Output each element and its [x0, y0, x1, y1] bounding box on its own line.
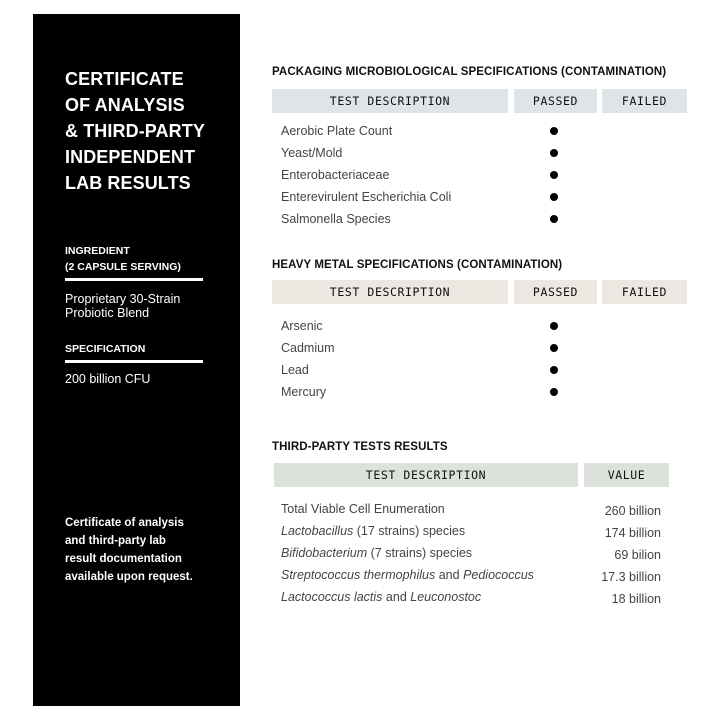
third-party-row-label: Lactococcus lactis and Leuconostoc	[281, 590, 482, 604]
third-party-header-test: TEST DESCRIPTION	[274, 463, 578, 487]
passed-dot	[550, 215, 558, 223]
specification-divider	[65, 360, 203, 363]
specification-label: SPECIFICATION	[65, 343, 146, 355]
third-party-section-title: THIRD-PARTY TESTS RESULTS	[272, 441, 448, 453]
third-party-row-label: Total Viable Cell Enumeration	[281, 502, 445, 516]
packaging-section-title: PACKAGING MICROBIOLOGICAL SPECIFICATIONS (CONTAMINATION)	[272, 66, 667, 78]
specification-value: 200 billion CFU	[65, 372, 151, 386]
ingredient-value: Proprietary 30-Strain Probiotic Blend	[65, 292, 181, 320]
info-sidebar	[33, 14, 240, 706]
passed-dot	[550, 366, 558, 374]
passed-dot	[550, 127, 558, 135]
third-party-row-label: Streptococcus thermophilus and Pediococcus	[281, 568, 534, 582]
packaging-header-passed: PASSED	[514, 89, 597, 113]
packaging-row-label: Enterevirulent Escherichia Coli	[281, 190, 452, 204]
heavy-metal-row-label: Mercury	[281, 385, 327, 399]
passed-dot	[550, 388, 558, 396]
packaging-row-label: Aerobic Plate Count	[281, 124, 393, 138]
heavy-metal-row-label: Cadmium	[281, 341, 335, 355]
third-party-row-value: 174 billion	[604, 526, 661, 540]
passed-dot	[550, 149, 558, 157]
packaging-header-test: TEST DESCRIPTION	[272, 89, 508, 113]
third-party-header-value: VALUE	[584, 463, 669, 487]
heavy-metal-row-label: Lead	[281, 363, 309, 377]
third-party-row-value: 18 billion	[611, 592, 661, 606]
third-party-row-value: 69 bilion	[614, 548, 661, 562]
packaging-row-label: Yeast/Mold	[281, 146, 343, 160]
document-title: CERTIFICATE OF ANALYSIS & THIRD-PARTY INDEPENDENT LAB RESULTS	[65, 69, 205, 193]
heavy-metal-row-label: Arsenic	[281, 319, 323, 333]
passed-dot	[550, 193, 558, 201]
passed-dot	[550, 322, 558, 330]
third-party-row-value: 260 billion	[604, 504, 661, 518]
passed-dot	[550, 171, 558, 179]
packaging-row-label: Salmonella Species	[281, 212, 391, 226]
passed-dot	[550, 344, 558, 352]
heavy-metal-header-test: TEST DESCRIPTION	[272, 280, 508, 304]
packaging-row-label: Enterobacteriaceae	[281, 168, 390, 182]
third-party-row-label: Bifidobacterium (7 strains) species	[281, 546, 473, 560]
heavy-metal-section-title: HEAVY METAL SPECIFICATIONS (CONTAMINATION)	[272, 259, 563, 271]
documentation-note: Certificate of analysis and third-party lab result documentation available upon request.	[65, 517, 193, 583]
heavy-metal-header-failed: FAILED	[602, 280, 687, 304]
ingredient-label: INGREDIENT (2 CAPSULE SERVING)	[65, 245, 181, 273]
third-party-row-label: Lactobacillus (17 strains) species	[281, 524, 466, 538]
heavy-metal-header-passed: PASSED	[514, 280, 597, 304]
ingredient-divider	[65, 278, 203, 281]
packaging-header-failed: FAILED	[602, 89, 687, 113]
third-party-row-value: 17.3 billion	[601, 570, 661, 584]
